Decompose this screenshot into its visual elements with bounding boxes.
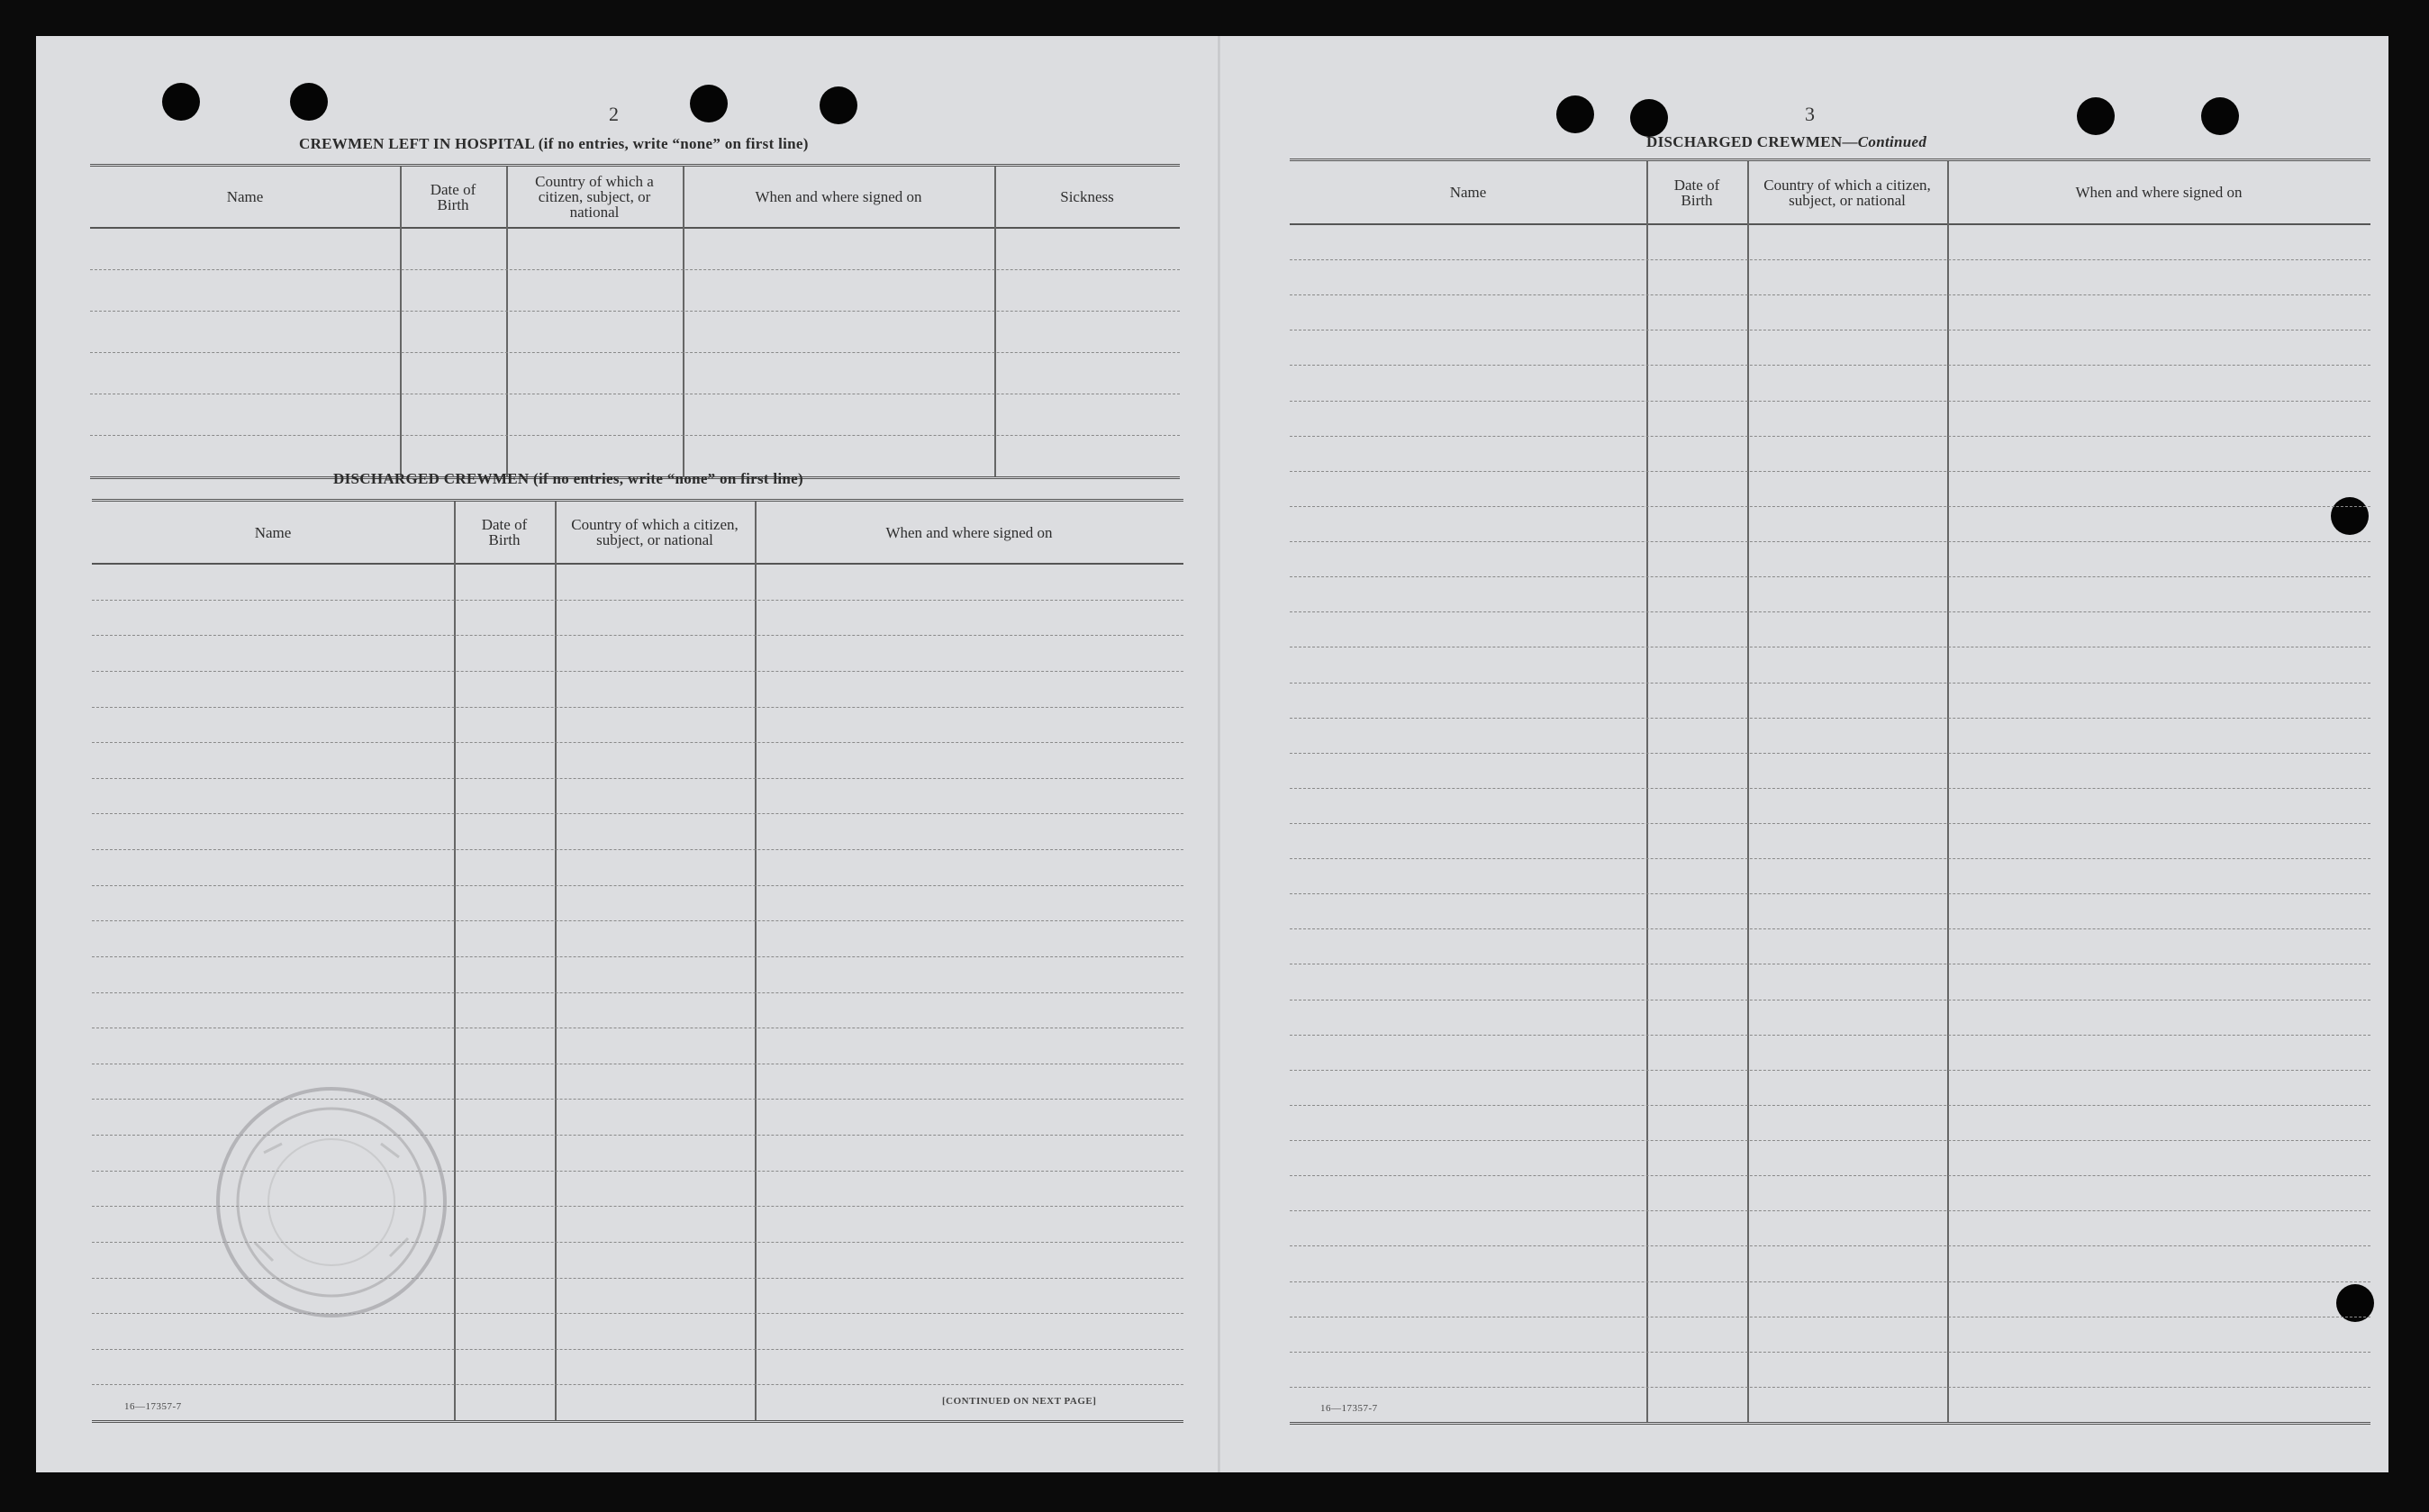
punch-hole xyxy=(690,85,728,122)
table-rows xyxy=(1290,224,2370,1422)
table-row-line xyxy=(90,269,1180,270)
table-row-line xyxy=(1290,1175,2370,1176)
punch-hole xyxy=(820,86,857,124)
section-title-text: DISCHARGED CREWMEN xyxy=(333,470,530,487)
table-row-line xyxy=(1290,928,2370,929)
section-title-note: (if no entries, write “none” on first line) xyxy=(533,470,803,487)
table-row-line xyxy=(1290,294,2370,295)
table-row-line xyxy=(92,707,1183,708)
table-row-line xyxy=(1290,1035,2370,1036)
table-row-line xyxy=(1290,611,2370,612)
column-header-name: Name xyxy=(226,188,264,205)
table-row-line xyxy=(1290,893,2370,894)
table-row-line xyxy=(1290,1070,2370,1071)
column-header-name: Name xyxy=(254,523,292,541)
column-header-country xyxy=(555,502,755,563)
table-row-line xyxy=(1290,506,2370,507)
table-row-line xyxy=(1290,436,2370,437)
punch-hole xyxy=(2077,97,2115,135)
table-row-line xyxy=(92,813,1183,814)
table-row-line xyxy=(92,635,1183,636)
table-row-line xyxy=(1290,1210,2370,1211)
table-row-line xyxy=(1290,365,2370,366)
table-row-line xyxy=(1290,1245,2370,1246)
section-title-text: CREWMEN LEFT IN HOSPITAL xyxy=(299,135,535,152)
table-row-line xyxy=(1290,823,2370,824)
table-row-line xyxy=(92,956,1183,957)
column-header-sickness: Sickness xyxy=(1060,188,1114,205)
column-header-date-of-birth xyxy=(1646,161,1747,223)
table-row-line xyxy=(1290,541,2370,542)
table-row-line xyxy=(1290,259,2370,260)
table-row-line xyxy=(90,435,1180,436)
discharged-continued-table xyxy=(1290,158,2370,1425)
table-row-line xyxy=(92,992,1183,993)
column-header-country xyxy=(506,167,683,227)
table-row-line xyxy=(90,352,1180,353)
continued-note: [CONTINUED ON NEXT PAGE] xyxy=(942,1396,1097,1407)
page-number: 3 xyxy=(1805,103,1815,125)
table-row-line xyxy=(92,600,1183,601)
column-header-date-of-birth xyxy=(400,167,506,227)
table-row-line xyxy=(92,849,1183,850)
table-row-line xyxy=(90,311,1180,312)
form-code: 16—17357-7 xyxy=(1320,1403,1378,1414)
header-text: Date of Birth xyxy=(481,516,528,548)
discharged-continued-title xyxy=(1646,133,1926,151)
column-header-country xyxy=(1747,161,1947,223)
page-number: 2 xyxy=(609,103,619,125)
header-text: Date of Birth xyxy=(430,180,476,213)
column-header-signed-on: When and where signed on xyxy=(755,188,922,205)
table-row-line xyxy=(1290,1352,2370,1353)
punch-hole xyxy=(2201,97,2239,135)
column-header-date-of-birth xyxy=(454,502,555,563)
table-row-line xyxy=(92,1384,1183,1385)
table-row-line xyxy=(92,778,1183,779)
table-row-line xyxy=(92,671,1183,672)
table-row-line xyxy=(1290,471,2370,472)
table-rows xyxy=(90,228,1180,476)
section-title-text: DISCHARGED CREWMEN— xyxy=(1646,133,1858,150)
column-header-signed-on: When and where signed on xyxy=(885,523,1053,541)
table-row-line xyxy=(1290,683,2370,684)
table-row-line xyxy=(92,742,1183,743)
punch-hole xyxy=(290,83,328,121)
table-row-line xyxy=(1290,788,2370,789)
header-text: Country of which a citizen, subject, or national xyxy=(571,516,739,548)
section-title-note: (if no entries, write “none” on first line) xyxy=(538,135,809,152)
table-row-line xyxy=(92,920,1183,921)
table-row-line xyxy=(1290,1387,2370,1388)
table-row-line xyxy=(1290,1105,2370,1106)
punch-hole xyxy=(1630,99,1668,137)
table-row-line xyxy=(92,1349,1183,1350)
table-row-line xyxy=(1290,1281,2370,1282)
header-text: Date of Birth xyxy=(1673,176,1720,209)
table-row-line xyxy=(1290,576,2370,577)
hospital-table xyxy=(90,164,1180,479)
header-text: Country of which a citizen, subject, or national xyxy=(1763,176,1931,209)
table-row-line xyxy=(1290,858,2370,859)
page-fold xyxy=(1218,36,1220,1472)
header-text: Country of which a citizen, subject, or national xyxy=(535,173,654,221)
table-row-line xyxy=(1290,401,2370,402)
punch-hole xyxy=(1556,95,1594,133)
section-title-suffix: Continued xyxy=(1857,133,1927,150)
table-row-line xyxy=(1290,1140,2370,1141)
column-header-name: Name xyxy=(1449,184,1487,201)
table-row-line xyxy=(1290,718,2370,719)
discharged-section-title xyxy=(333,470,803,488)
form-sheet xyxy=(36,36,2388,1472)
table-row-line xyxy=(92,885,1183,886)
punch-hole xyxy=(162,83,200,121)
official-stamp xyxy=(210,1081,453,1324)
form-code: 16—17357-7 xyxy=(124,1401,182,1412)
table-row-line xyxy=(1290,753,2370,754)
column-header-signed-on: When and where signed on xyxy=(2075,184,2243,201)
hospital-section-title xyxy=(299,135,809,153)
